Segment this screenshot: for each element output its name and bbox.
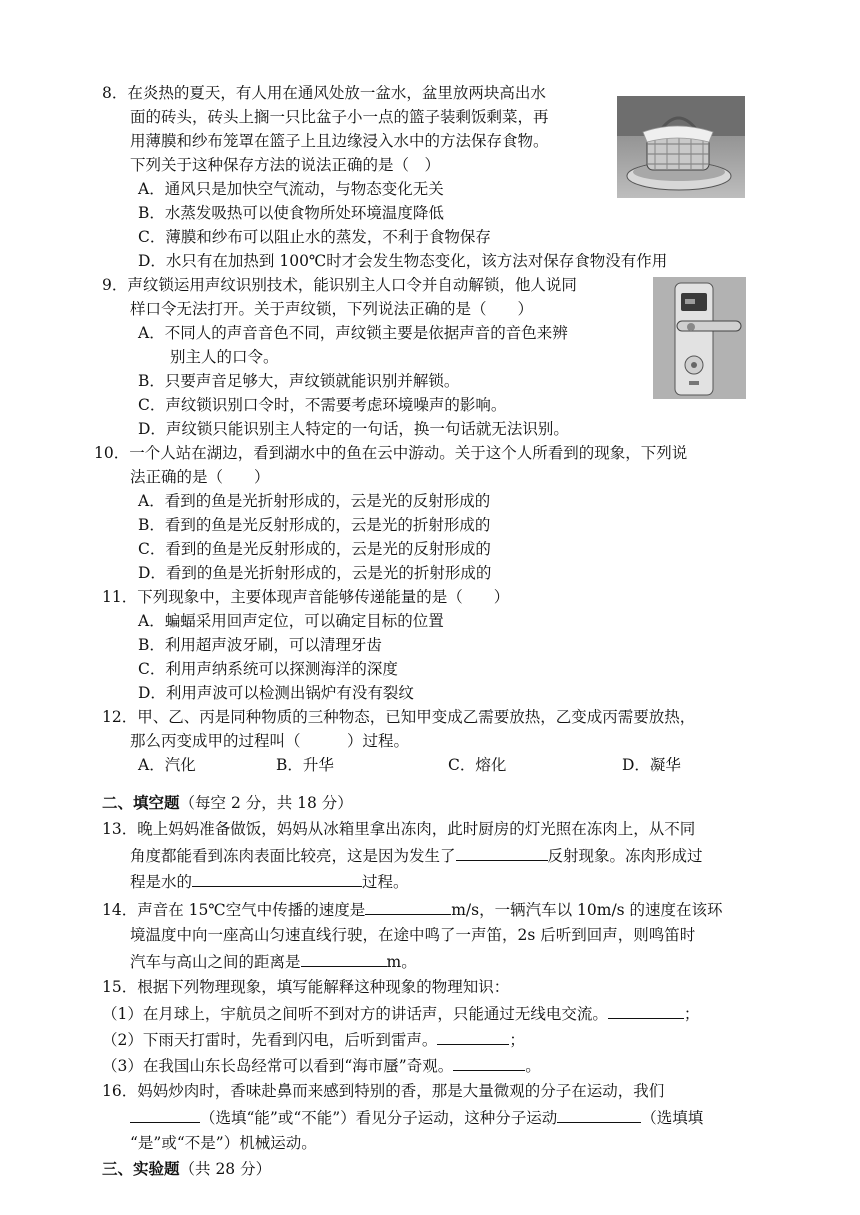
q9-option-d: D．声纹锁只能识别主人特定的一句话，换一句话就无法识别。 (138, 420, 569, 438)
section-3-heading (102, 1158, 271, 1180)
q12-option-d: D．凝华 (622, 756, 681, 774)
q10-line-1: 10．一个人站在湖边，看到湖水中的鱼在云中游动。关于这个人所看到的现象，下列说 (94, 444, 688, 462)
q15-item-2-end: ； (509, 1031, 525, 1049)
q11-line-1: 11．下列现象中，主要体现声音能够传递能量的是（ ） (102, 588, 510, 606)
q13-text-2a: 角度都能看到冻肉表面比较亮，这是因为发生了 (130, 847, 456, 865)
q16-text-2b: （选填填 (641, 1109, 704, 1127)
voice-lock-photo (653, 277, 746, 399)
section-3-note: （共 28 分） (179, 1160, 272, 1178)
q10-line-2: 法正确的是（ ） (130, 468, 270, 486)
q8-line-2: 面的砖头，砖头上搁一只比盆子小一点的篮子装剩饭剩菜，再 (130, 108, 549, 126)
q9-line-2: 样口令无法打开。关于声纹锁，下列说法正确的是（ ） (130, 300, 534, 318)
q11-option-c: C．利用声纳系统可以探测海洋的深度 (138, 660, 398, 678)
q15-item-3-text: （3）在我国山东长岛经常可以看到“海市蜃”奇观。 (102, 1057, 454, 1075)
q15-item-3 (102, 1054, 541, 1076)
food-basket-photo (617, 96, 745, 198)
q11-option-a: A．蝙蝠采用回声定位，可以确定目标的位置 (138, 612, 444, 630)
q11-option-d: D．利用声波可以检测出锅炉有没有裂纹 (138, 684, 414, 702)
q10-option-a: A．看到的鱼是光折射形成的，云是光的反射形成的 (138, 492, 491, 510)
q10-option-c: C．看到的鱼是光反射形成的，云是光的反射形成的 (138, 540, 491, 558)
q14-blank-2[interactable] (301, 950, 387, 967)
q9-option-b: B．只要声音足够大，声纹锁就能识别并解锁。 (138, 372, 460, 390)
q16-blank-1[interactable] (130, 1106, 200, 1123)
q16-line-3: “是”或“不是”）机械运动。 (130, 1134, 317, 1152)
q14-text-3b: m。 (386, 953, 417, 971)
q11-option-b: B．利用超声波牙刷，可以清理牙齿 (138, 636, 382, 654)
q15-item-1-text: （1）在月球上，宇航员之间听不到对方的讲话声，只能通过无线电交流。 (102, 1005, 608, 1023)
q10-option-b: B．看到的鱼是光反射形成的，云是光的折射形成的 (138, 516, 491, 534)
q12-option-b: B．升华 (276, 756, 334, 774)
q15-item-3-end: 。 (525, 1057, 541, 1075)
q13-line-1: 13．晚上妈妈准备做饭，妈妈从冰箱里拿出冻肉，此时厨房的灯光照在冻肉上，从不同 (102, 820, 696, 838)
section-2-note: （每空 2 分，共 18 分） (179, 794, 353, 812)
q14-blank-1[interactable] (365, 898, 451, 915)
q13-text-3a: 程是水的 (130, 873, 193, 891)
q16-blank-2[interactable] (557, 1106, 641, 1123)
q12-option-c: C．熔化 (448, 756, 507, 774)
q15-item-2-text: （2）下雨天打雷时，先看到闪电，后听到雷声。 (102, 1031, 438, 1049)
q13-text-2b: 反射现象。冻肉形成过 (547, 847, 703, 865)
q13-text-3b: 过程。 (362, 873, 409, 891)
q15-blank-3[interactable] (453, 1054, 525, 1071)
q14-line-3 (130, 950, 417, 972)
q9-option-a: A．不同人的声音音色不同，声纹锁主要是依据声音的音色来辨 (138, 324, 568, 342)
q12-line-2: 那么丙变成甲的过程叫（ ）过程。 (130, 732, 410, 750)
q14-line-2: 境温度中向一座高山匀速直线行驶，在途中鸣了一声笛，2s 后听到回声，则鸣笛时 (130, 926, 696, 944)
q8-line-3: 用薄膜和纱布笼罩在篮子上且边缘浸入水中的方法保存食物。 (130, 132, 549, 150)
q15-blank-1[interactable] (608, 1002, 684, 1019)
q14-line-1 (102, 898, 723, 920)
q8-option-b: B．水蒸发吸热可以使食物所处环境温度降低 (138, 204, 444, 222)
q14-text-1a: 14．声音在 15℃空气中传播的速度是 (102, 901, 366, 919)
q14-text-1b: m/s，一辆汽车以 10m/s 的速度在该环 (451, 901, 723, 919)
q13-blank-1[interactable] (456, 844, 548, 861)
q15-item-1 (102, 1002, 699, 1024)
q10-option-d: D．看到的鱼是光折射形成的，云是光的折射形成的 (138, 564, 492, 582)
q13-line-2 (130, 844, 703, 866)
q16-line-2 (130, 1106, 703, 1128)
q15-item-1-end: ； (683, 1005, 700, 1023)
q15-line-1: 15．根据下列物理现象，填写能解释这种现象的物理知识： (102, 978, 510, 996)
q8-option-c: C．薄膜和纱布可以阻止水的蒸发，不利于食物保存 (138, 228, 491, 246)
q13-line-3 (130, 870, 409, 892)
section-3-title: 三、实验题 (102, 1159, 180, 1178)
q9-option-a-cont: 别主人的口令。 (170, 348, 279, 366)
q8-line-4: 下列关于这种保存方法的说法正确的是（ ） (130, 156, 441, 174)
section-2-heading (102, 792, 353, 814)
q9-option-c: C．声纹锁识别口令时，不需要考虑环境噪声的影响。 (138, 396, 507, 414)
q14-text-3a: 汽车与高山之间的距离是 (130, 953, 301, 971)
q12-option-a: A．汽化 (138, 756, 196, 774)
q9-line-1: 9．声纹锁运用声纹识别技术，能识别主人口令并自动解锁，他人说同 (102, 276, 577, 294)
q16-line-1: 16．妈妈炒肉时，香味赴鼻而来感到特别的香，那是大量微观的分子在运动，我们 (102, 1082, 665, 1100)
q8-option-a: A．通风只是加快空气流动，与物态变化无关 (138, 180, 444, 198)
q8-option-d: D．水只有在加热到 100℃时才会发生物态变化，该方法对保存食物没有作用 (138, 252, 668, 270)
q15-item-2 (102, 1028, 525, 1050)
q12-line-1: 12．甲、乙、丙是同种物质的三种物态，已知甲变成乙需要放热，乙变成丙需要放热， (102, 708, 696, 726)
section-2-title: 二、填空题 (102, 793, 180, 812)
q13-blank-2[interactable] (192, 870, 362, 887)
q16-text-2a: （选填“能”或“不能”）看见分子运动，这种分子运动 (200, 1109, 558, 1127)
q8-line-1: 8．在炎热的夏天，有人用在通风处放一盆水，盆里放两块高出水 (102, 84, 546, 102)
q15-blank-2[interactable] (437, 1028, 509, 1045)
